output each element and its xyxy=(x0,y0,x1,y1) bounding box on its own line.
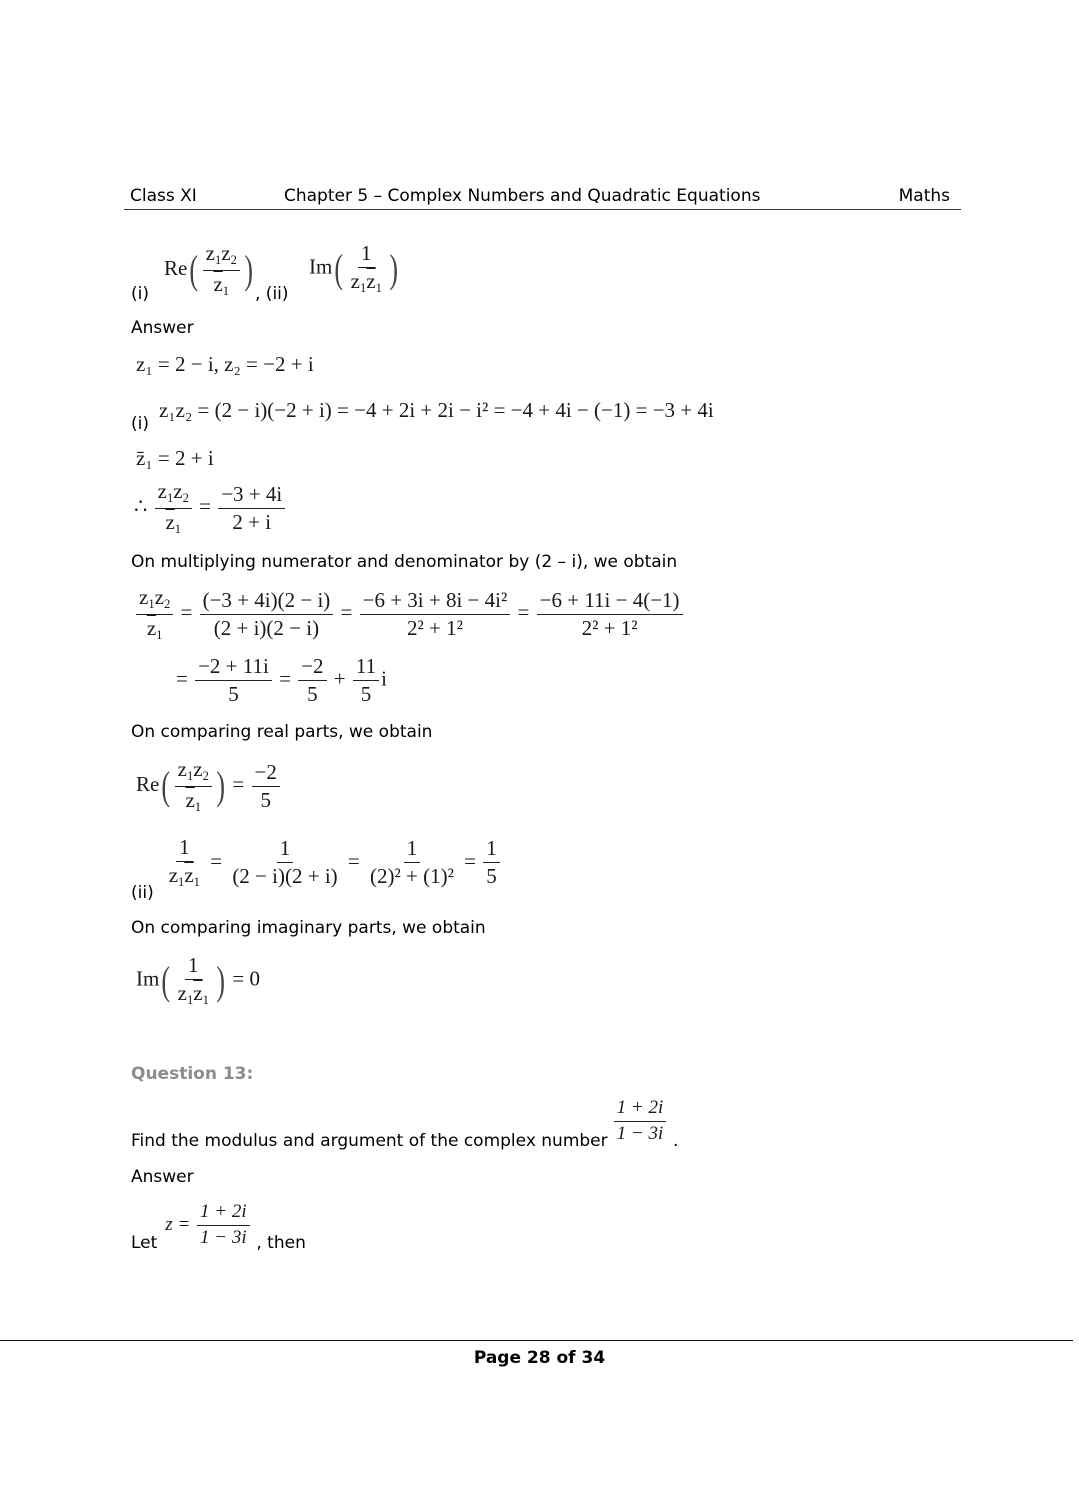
question-13-title: Question 13: xyxy=(131,1064,254,1084)
then-text: , then xyxy=(256,1232,306,1253)
conjugate-z1: z̄₁ = 2 + i xyxy=(136,446,214,470)
part-ii-label-2: (ii) xyxy=(131,882,154,903)
header-subject: Maths xyxy=(898,186,950,206)
therefore-icon: ∴ xyxy=(134,493,148,518)
therefore-equation: ∴ $\frac{z_1z_2}{\overline{z}_1}$ = $\frac{-3 + 4i}{2 + i}$ xyxy=(134,480,287,536)
multiply-equation: $\frac{z_1z_2}{\overline{z}_1}$ = $\frac{(-3 + 4i)(2 - i)}{(2 + i)(2 - i)}$ = $\frac{\text{−6 + 3i + 8i − 4i²}}{\text{2² + 1²}}$ = $\frac{-6 + 11i - 4(-1)}{\text{2² + 1²}}$ xyxy=(134,586,685,642)
part-i-label: (i) xyxy=(131,284,149,304)
multiply-text: On multiplying numerator and denominator by (2 – i), we obtain xyxy=(131,552,678,572)
product-equation: z₁z₂ = (2 − i)(−2 + i) = −4 + 2i + 2i − i² = −4 + 4i − (−1) = −3 + 4i xyxy=(159,398,714,422)
part-ii-equation: $\frac{1}{z_1\overline{z}_1}$ = $\frac{1}{(2 - i)(2 + i)}$ = $\frac{1}{\text{(2)² + (1)²}}$ = $\frac{1}{5}$ xyxy=(164,849,502,873)
question-13-answer-label: Answer xyxy=(131,1167,194,1187)
answer-label: Answer xyxy=(131,318,194,338)
im-operator: Im xyxy=(309,254,333,279)
part-ii-label: , (ii) xyxy=(255,284,289,304)
part-ii-row xyxy=(131,835,502,903)
part-i-product-row xyxy=(131,398,714,434)
part-i-label-2: (i) xyxy=(131,414,149,434)
re-expression: Re( $\frac{z_1z_2}{\overline{z}_1}$ ) xyxy=(164,241,253,298)
let-text: Let xyxy=(131,1232,158,1253)
let-equation: z = $\frac{1 + 2i}{1 - 3i}$ xyxy=(165,1214,256,1235)
page-number: Page 28 of 34 xyxy=(473,1348,606,1368)
question-13-text: Find the modulus and argument of the complex number xyxy=(131,1130,608,1151)
imag-part-result: Im( $\frac{1}{z_1\overline{z}_1}$ ) = 0 xyxy=(136,953,261,1007)
given-values: z₁ = 2 − i, z₂ = −2 + i xyxy=(136,352,314,376)
re-operator: Re xyxy=(164,255,188,280)
let-row xyxy=(131,1201,306,1253)
question-13-text-row: Find the modulus and argument of the complex number $\frac{1 + 2i}{1 - 3i}$ . xyxy=(131,1097,679,1151)
im-expression: Im( $\frac{1}{z_1\overline{z}_1}$ ) xyxy=(309,241,398,295)
question-13-fraction: $\frac{1 + 2i}{1 - 3i}$ xyxy=(612,1110,673,1131)
page-header xyxy=(124,186,961,210)
real-part-result: Re( $\frac{z_1z_2}{\overline{z}_1}$ ) = $\frac{-2}{5}$ xyxy=(136,758,282,814)
simplified-equation: = $\frac{-2 + 11i}{5}$ = $\frac{-2}{5}$ + $\frac{11}{5}$ i xyxy=(176,654,387,707)
footer-divider xyxy=(0,1340,1073,1341)
compare-real-text: On comparing real parts, we obtain xyxy=(131,722,433,742)
compare-imag-text: On comparing imaginary parts, we obtain xyxy=(131,918,486,938)
header-class: Class XI xyxy=(130,186,197,206)
header-chapter: Chapter 5 – Complex Numbers and Quadratic Equations xyxy=(284,186,761,206)
